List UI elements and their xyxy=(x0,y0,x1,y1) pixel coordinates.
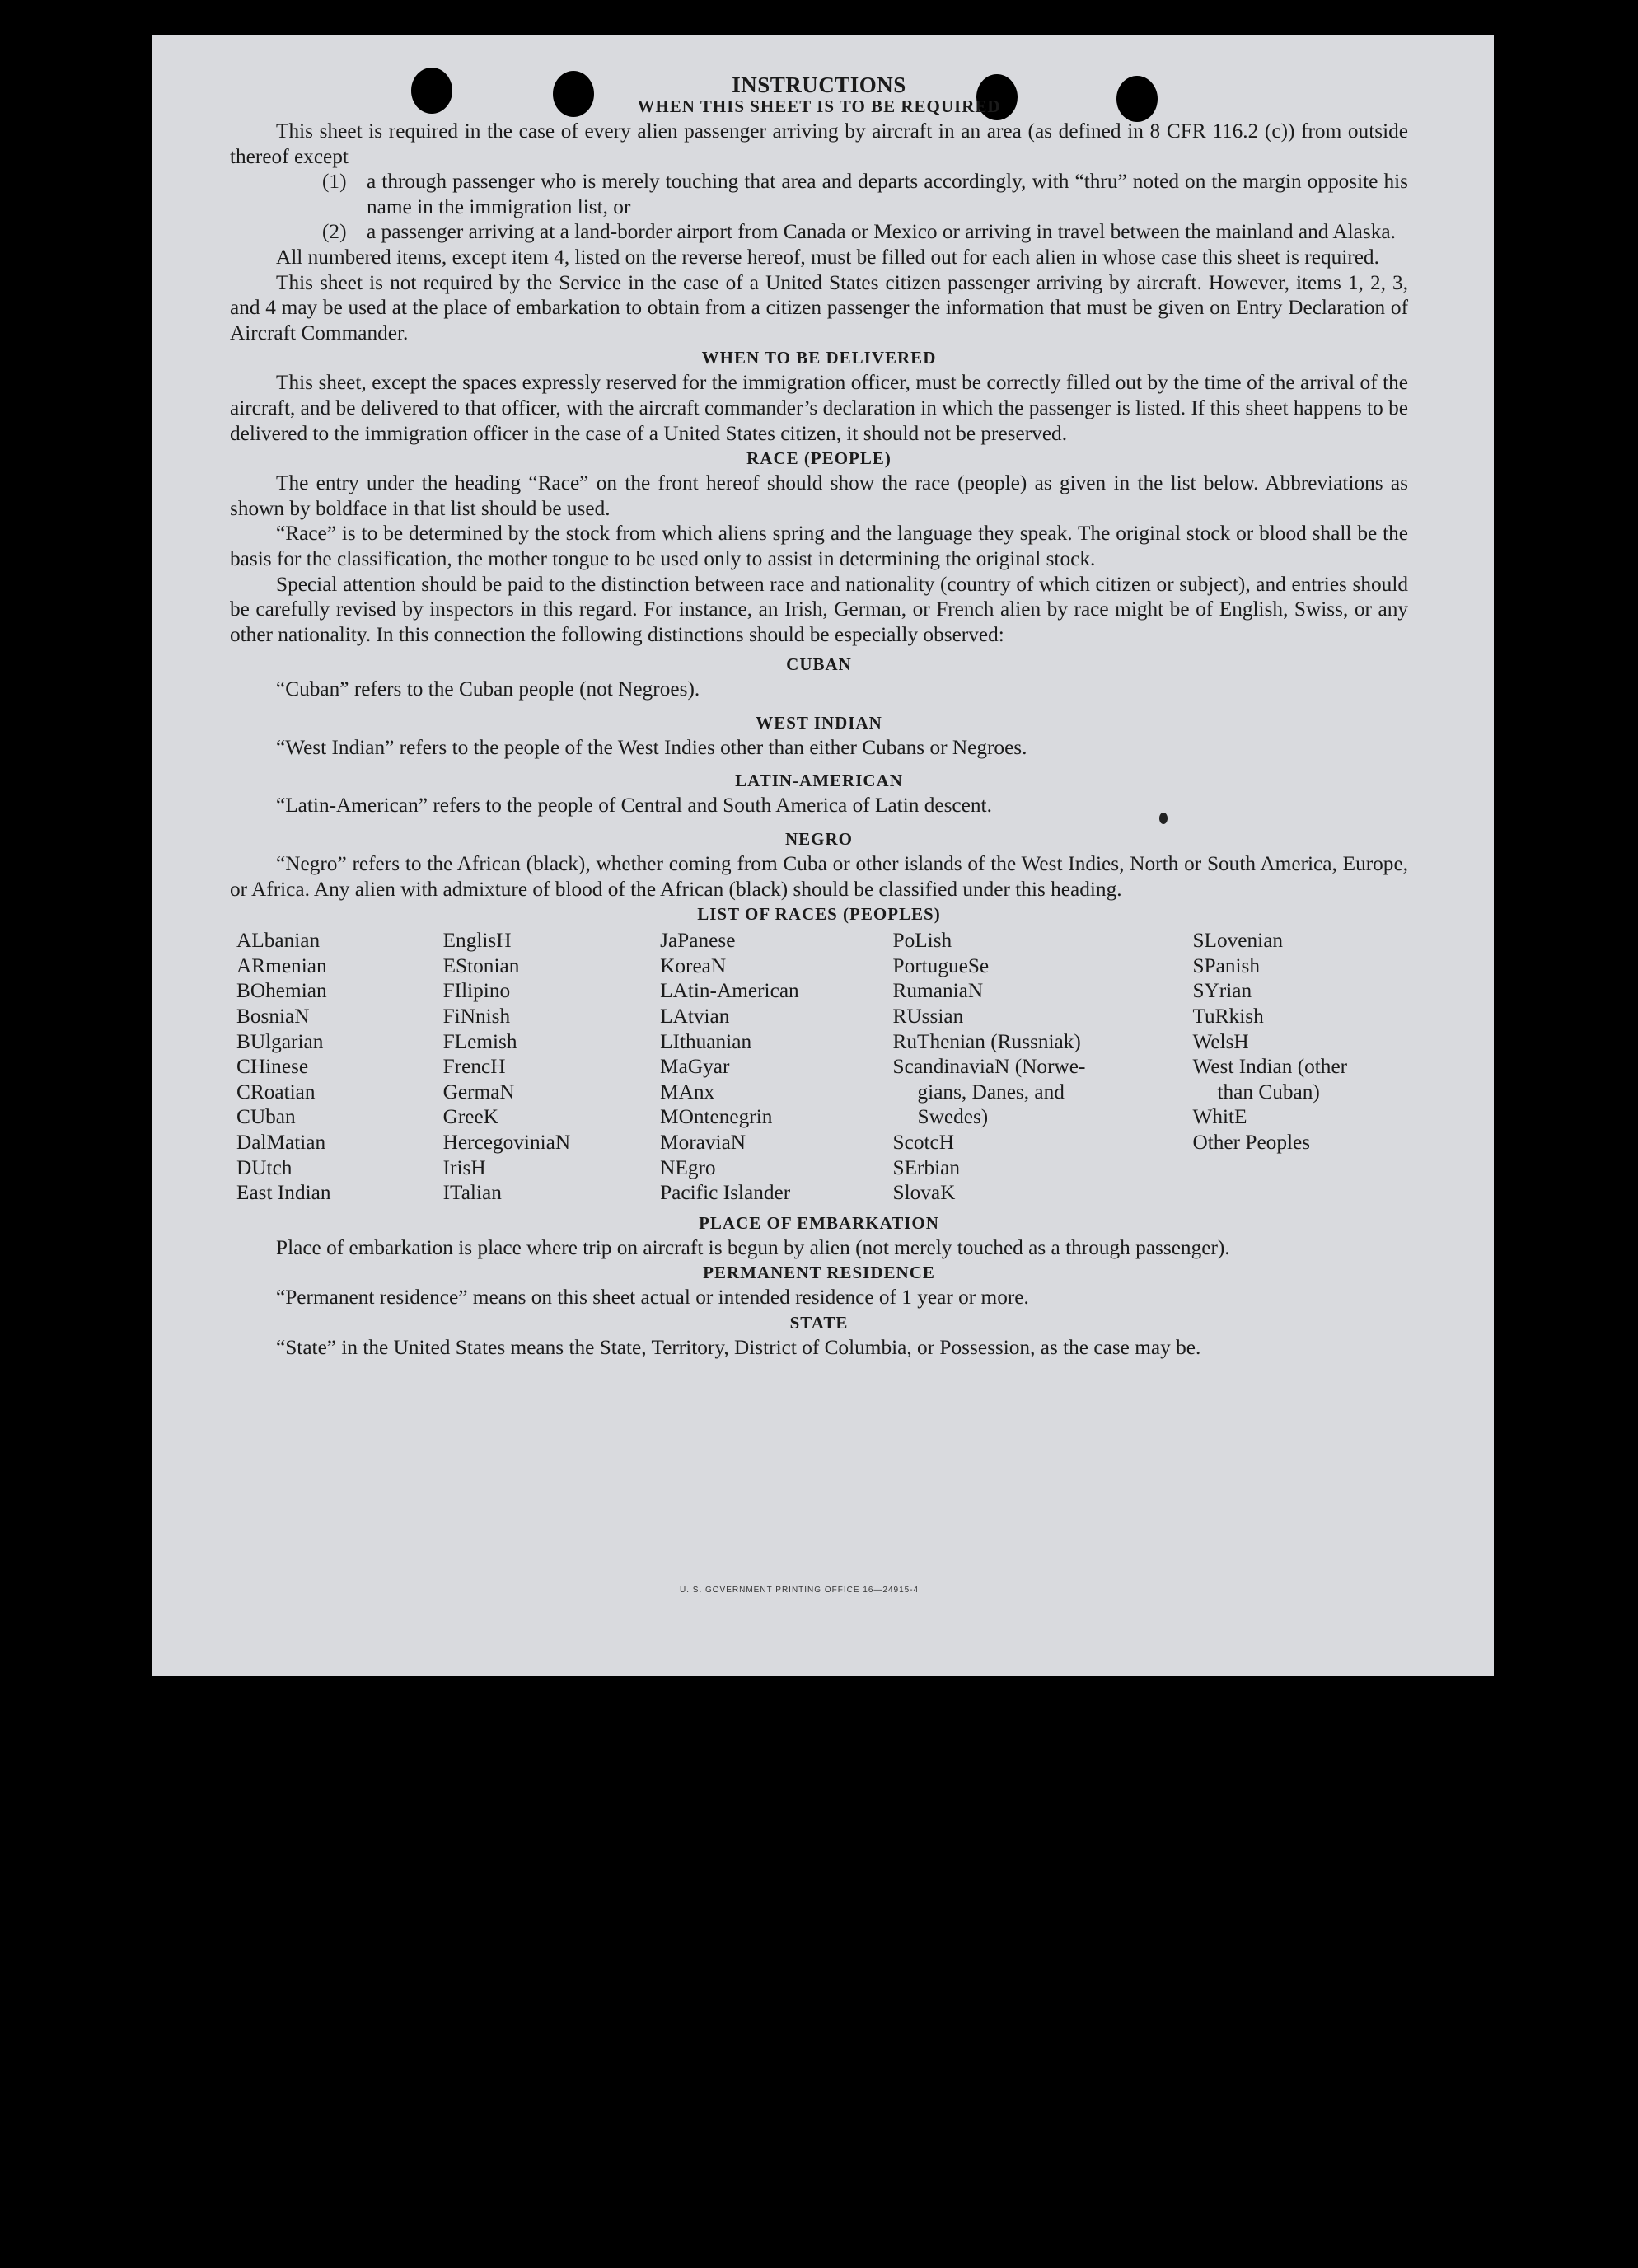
race-item: MAnx xyxy=(660,1080,715,1104)
item-text: a through passenger who is merely touching that area and departs accordingly, with “thru” noted on the margin opposite his name in the immigration list, or xyxy=(367,170,1408,218)
section-heading: LATIN-AMERICAN xyxy=(735,771,903,791)
section-heading: LIST OF RACES (PEOPLES) xyxy=(697,904,941,925)
race-item: SLovenian xyxy=(1192,929,1284,953)
race-item: KoreaN xyxy=(660,954,727,977)
race-item: gians, Danes, and xyxy=(917,1080,1065,1104)
race-item: EStonian xyxy=(442,954,520,977)
item-number: (2) xyxy=(322,220,347,244)
races-column xyxy=(660,928,892,1206)
section-heading: PERMANENT RESIDENCE xyxy=(703,1263,935,1283)
section-heading: WEST INDIAN xyxy=(756,712,882,733)
races-column xyxy=(443,928,661,1206)
section-heading: NEGRO xyxy=(784,829,853,850)
paragraph: All numbered items, except item 4, listed on the reverse hereof, must be filled out for each alien in whose case this sheet is required. xyxy=(276,245,1379,269)
race-item: FIlipino xyxy=(442,979,511,1003)
race-item: SlovaK xyxy=(892,1181,956,1205)
race-item: PoLish xyxy=(892,929,952,953)
instructions-text xyxy=(230,71,1408,1361)
race-item: CHinese xyxy=(236,1055,309,1079)
document-sheet xyxy=(152,35,1494,1676)
paragraph: “State” in the United States means the State, Territory, District of Columbia, or Possession, as the case may be. xyxy=(276,1335,1201,1359)
paragraph: This sheet, except the spaces expressly reserved for the immigration officer, must be correctly filled out by the time of the arrival of the aircraft, and be delivered to that officer, with the aircraft commander’s declaration in which the passenger is listed. If this sheet happens to be delivered to the immigration officer in the case of a United States citizen, it should not be preserved. xyxy=(230,371,1408,445)
race-item: GreeK xyxy=(442,1105,499,1129)
race-item: MaGyar xyxy=(660,1055,730,1079)
exception-item xyxy=(322,219,1408,245)
race-item: BOhemian xyxy=(236,979,327,1003)
section-heading: WHEN TO BE DELIVERED xyxy=(701,348,937,368)
section-heading: PLACE OF EMBARKATION xyxy=(699,1212,939,1233)
race-item: DUtch xyxy=(236,1155,292,1179)
race-item: IrisH xyxy=(442,1155,486,1179)
item-number: (1) xyxy=(322,170,347,194)
race-item: LAtvian xyxy=(660,1005,730,1029)
race-item: ITalian xyxy=(442,1181,502,1205)
section-heading: CUBAN xyxy=(786,654,852,675)
race-item: ARmenian xyxy=(236,954,327,977)
race-item: LAtin-American xyxy=(660,979,799,1003)
races-column xyxy=(1192,928,1408,1206)
race-item: TuRkish xyxy=(1192,1005,1264,1029)
section-heading: WHEN THIS SHEET IS TO BE REQUIRED xyxy=(637,96,1001,116)
race-item: MoraviaN xyxy=(660,1131,746,1154)
race-item: RumaniaN xyxy=(892,979,984,1003)
races-column xyxy=(893,928,1193,1206)
race-item: Pacific Islander xyxy=(660,1181,791,1205)
race-item: NEgro xyxy=(660,1155,716,1179)
races-column xyxy=(230,928,443,1206)
paragraph: Place of embarkation is place where trip on aircraft is begun by alien (not merely touched as a through passenger). xyxy=(276,1235,1230,1259)
race-item: DalMatian xyxy=(236,1131,326,1154)
section-heading: STATE xyxy=(789,1312,849,1333)
race-item: East Indian xyxy=(236,1181,331,1205)
exception-item xyxy=(322,169,1408,219)
paragraph: “Race” is to be determined by the stock from which aliens spring and the language they speak. The original stock or blood shall be the basis for the classification, the mother tongue to be used only to assist in determining the original stock. xyxy=(230,522,1408,570)
paragraph: “Negro” refers to the African (black), whether coming from Cuba or other islands of the West Indies, North or South America, Europe, or Africa. Any alien with admixture of blood of the African (black) should be classified under this heading. xyxy=(230,852,1408,901)
paragraph: Special attention should be paid to the distinction between race and nationality (country of which citizen or subject), and entries should be carefully revised by inspectors in this regard. For instance, an Irish, German, or French alien by race might be of English, Swiss, or any other nationality. In this connection the following distinctions should be especially observed: xyxy=(230,572,1408,646)
race-item: EnglisH xyxy=(442,929,512,953)
race-item: Other Peoples xyxy=(1192,1131,1311,1154)
page-title: INSTRUCTIONS xyxy=(732,73,906,97)
race-item: SPanish xyxy=(1192,954,1261,977)
races-list xyxy=(230,928,1408,1206)
race-item: FLemish xyxy=(442,1029,517,1053)
race-item: West Indian (other xyxy=(1192,1055,1348,1079)
race-item: SErbian xyxy=(892,1155,961,1179)
race-item: ScotcH xyxy=(892,1131,954,1154)
paragraph: “West Indian” refers to the people of the West Indies other than either Cubans or Negroes. xyxy=(276,735,1027,759)
race-item: LIthuanian xyxy=(660,1029,752,1053)
paragraph: “Permanent residence” means on this sheet actual or intended residence of 1 year or more. xyxy=(276,1286,1029,1310)
paragraph: “Latin-American” refers to the people of Central and South America of Latin descent. xyxy=(276,794,992,818)
race-item: BosniaN xyxy=(236,1005,310,1029)
race-item: RUssian xyxy=(892,1005,964,1029)
race-item: CUban xyxy=(236,1105,296,1129)
section-heading: RACE (PEOPLE) xyxy=(746,448,892,469)
race-item: ALbanian xyxy=(236,929,321,953)
race-item: PortugueSe xyxy=(892,954,990,977)
paragraph: This sheet is required in the case of every alien passenger arriving by aircraft in an area (as defined in 8 CFR 116.2 (c)) from outside thereof except xyxy=(230,119,1408,168)
race-item: Swedes) xyxy=(917,1105,989,1129)
race-item: SYrian xyxy=(1192,979,1252,1003)
race-item: JaPanese xyxy=(660,929,736,953)
paragraph: This sheet is not required by the Service in the case of a United States citizen passenger arriving by aircraft. However, items 1, 2, 3, and 4 may be used at the place of embarkation to obtain from a citizen passenger the information that must be given on Entry Declaration of Aircraft Commander. xyxy=(230,270,1408,344)
race-item: CRoatian xyxy=(236,1080,316,1104)
race-item: ScandinaviaN (Norwe- xyxy=(892,1055,1086,1079)
item-text: a passenger arriving at a land-border airport from Canada or Mexico or arriving in travel between the mainland and Alaska. xyxy=(367,220,1396,244)
printer-imprint: U. S. GOVERNMENT PRINTING OFFICE 16—24915-4 xyxy=(680,1586,920,1595)
race-item: FrencH xyxy=(442,1055,506,1079)
race-item: RuThenian (Russniak) xyxy=(892,1029,1081,1053)
race-item: than Cuban) xyxy=(1217,1080,1320,1104)
race-item: BUlgarian xyxy=(236,1029,324,1053)
paragraph: “Cuban” refers to the Cuban people (not Negroes). xyxy=(276,677,700,701)
race-item: WelsH xyxy=(1192,1029,1249,1053)
race-item: GermaN xyxy=(442,1080,515,1104)
race-item: WhitE xyxy=(1192,1105,1247,1129)
race-item: FiNnish xyxy=(442,1005,511,1029)
race-item: MOntenegrin xyxy=(660,1105,773,1129)
paragraph: The entry under the heading “Race” on the front hereof should show the race (people) as given in the list below. Abbreviations as shown by boldface in that list should be used. xyxy=(230,471,1408,520)
race-item: HercegoviniaN xyxy=(442,1131,571,1154)
